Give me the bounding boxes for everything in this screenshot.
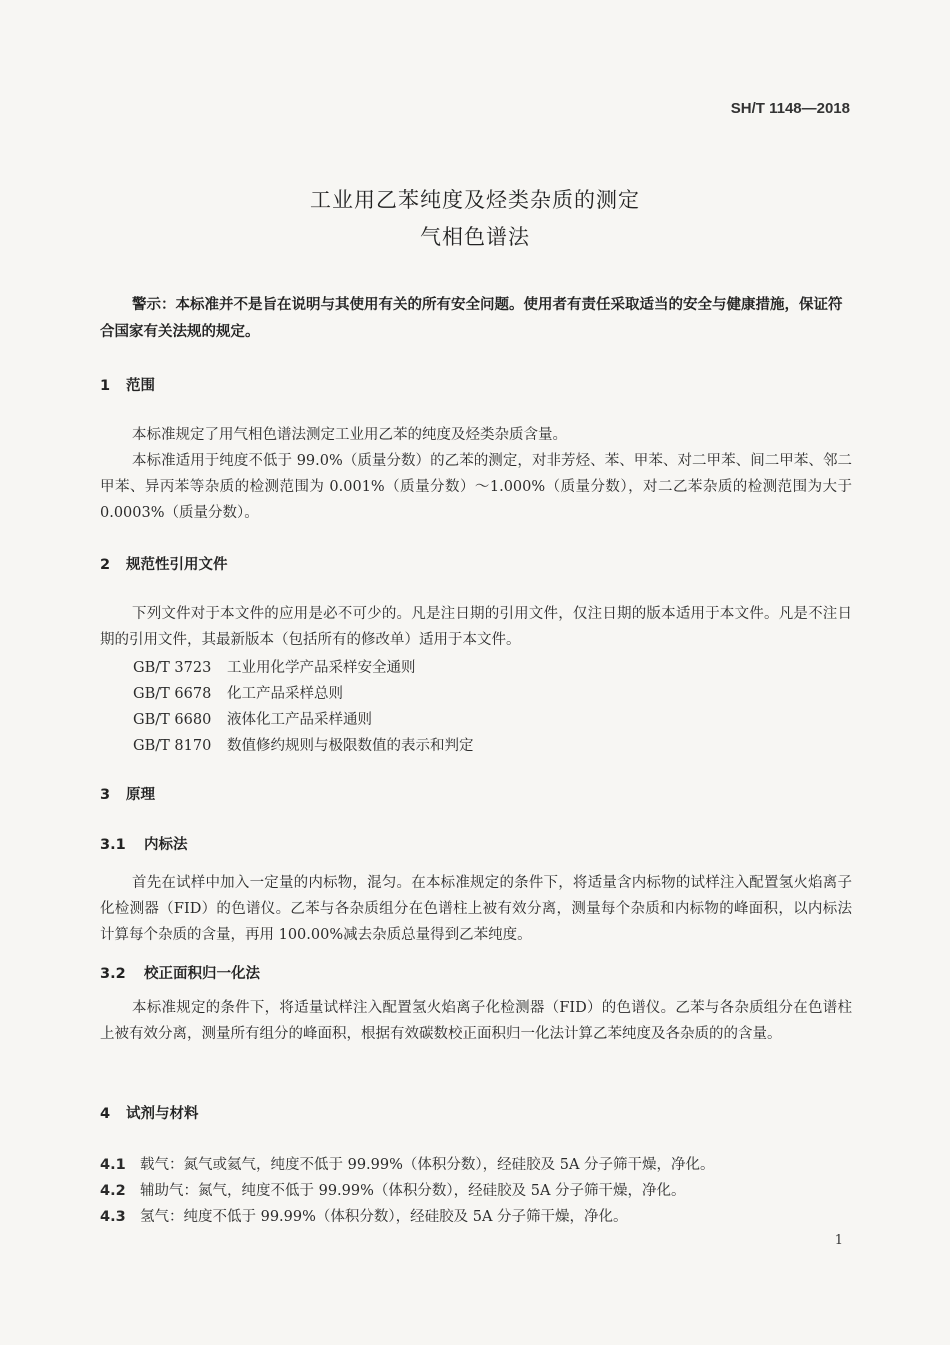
material-item xyxy=(100,1205,628,1226)
reference-code: GB/T 6680 xyxy=(133,712,212,728)
section-2-heading xyxy=(100,553,228,574)
section-title: 原理 xyxy=(126,787,155,803)
document-title: 工业用乙苯纯度及烃类杂质的测定 xyxy=(310,188,640,212)
section-number: 1 xyxy=(100,378,111,394)
item-text: 载气：氮气或氦气，纯度不低于 99.99%（体积分数），经硅胶及 5A 分子筛干燥，净化。 xyxy=(140,1157,715,1173)
section-3-1-paragraph: 首先在试样中加入一定量的内标物，混匀。在本标准规定的条件下，将适量含内标物的试样注入配置氢火焰离子化检测器（FID）的色谱仪。乙苯与各杂质组分在色谱柱上被有效分离，测量每个杂质和内标物的峰面积，以内标法计算每个杂质的含量，再用 100.00%减去杂质总量得到乙苯纯度。 xyxy=(100,875,852,943)
section-1-paragraph-2: 本标准适用于纯度不低于 99.0%（质量分数）的乙苯的测定，对非芳烃、苯、甲苯、对二甲苯、间二甲苯、邻二甲苯、异丙苯等杂质的检测范围为 0.001%（质量分数）～1.000%（质量分数），对二乙苯杂质的检测范围为大于 0.0003%（质量分数）。 xyxy=(100,453,852,521)
section-1-heading xyxy=(100,374,155,395)
reference-item xyxy=(133,734,474,755)
section-number: 2 xyxy=(100,557,111,573)
reference-item xyxy=(133,708,372,729)
reference-code: GB/T 8170 xyxy=(133,738,212,754)
material-item xyxy=(100,1179,686,1200)
reference-title: 化工产品采样总则 xyxy=(227,686,343,702)
reference-code: GB/T 3723 xyxy=(133,660,212,676)
section-title: 内标法 xyxy=(144,837,188,853)
item-text: 氢气：纯度不低于 99.99%（体积分数），经硅胶及 5A 分子筛干燥，净化。 xyxy=(140,1209,628,1225)
standard-code: SH/T 1148—2018 xyxy=(730,100,850,117)
section-number: 3.1 xyxy=(100,837,126,853)
section-4-heading xyxy=(100,1102,199,1123)
section-title: 试剂与材料 xyxy=(126,1106,199,1122)
section-2-paragraph: 下列文件对于本文件的应用是必不可少的。凡是注日期的引用文件，仅注日期的版本适用于本文件。凡是不注日期的引用文件，其最新版本（包括所有的修改单）适用于本文件。 xyxy=(100,606,852,648)
page-number: 1 xyxy=(834,1233,843,1248)
document-subtitle: 气相色谱法 xyxy=(420,225,530,249)
section-3-heading xyxy=(100,783,155,804)
item-text: 辅助气：氮气，纯度不低于 99.99%（体积分数），经硅胶及 5A 分子筛干燥，净化。 xyxy=(140,1183,686,1199)
section-number: 3 xyxy=(100,787,111,803)
reference-code: GB/T 6678 xyxy=(133,686,212,702)
material-item xyxy=(100,1153,715,1174)
section-number: 4 xyxy=(100,1106,111,1122)
reference-item xyxy=(133,656,416,677)
section-number: 3.2 xyxy=(100,966,126,982)
section-title: 校正面积归一化法 xyxy=(144,966,260,982)
section-1-paragraph-1: 本标准规定了用气相色谱法测定工业用乙苯的纯度及烃类杂质含量。 xyxy=(132,427,567,443)
reference-item xyxy=(133,682,343,703)
item-number: 4.1 xyxy=(100,1157,126,1173)
reference-title: 数值修约规则与极限数值的表示和判定 xyxy=(227,738,474,754)
section-3-2-heading xyxy=(100,962,260,983)
warning-note: 警示：本标准并不是旨在说明与其使用有关的所有安全问题。使用者有责任采取适当的安全与健康措施，保证符合国家有关法规的规定。 xyxy=(100,297,843,340)
reference-title: 液体化工产品采样通则 xyxy=(227,712,372,728)
item-number: 4.2 xyxy=(100,1183,126,1199)
item-number: 4.3 xyxy=(100,1209,126,1225)
section-title: 范围 xyxy=(126,378,155,394)
section-3-2-paragraph: 本标准规定的条件下，将适量试样注入配置氢火焰离子化检测器（FID）的色谱仪。乙苯与各杂质组分在色谱柱上被有效分离，测量所有组分的峰面积，根据有效碳数校正面积归一化法计算乙苯纯度及各杂质的的含量。 xyxy=(100,1000,852,1042)
reference-title: 工业用化学产品采样安全通则 xyxy=(227,660,416,676)
section-title: 规范性引用文件 xyxy=(126,557,228,573)
section-3-1-heading xyxy=(100,833,188,854)
